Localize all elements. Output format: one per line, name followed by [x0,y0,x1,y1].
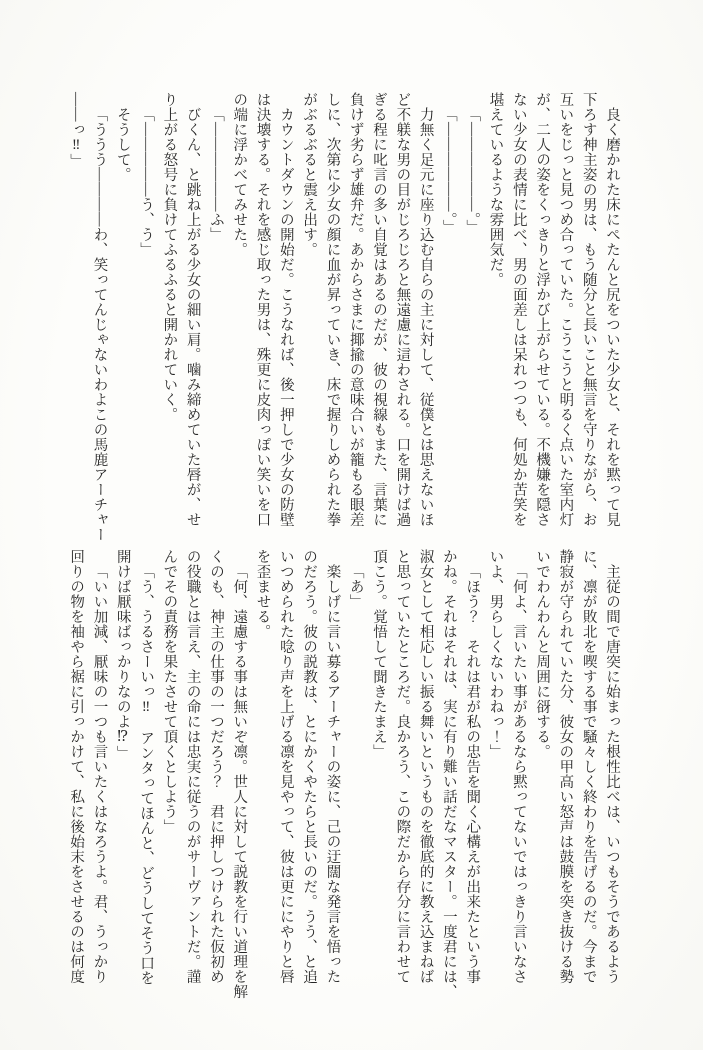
text-line: 良く磨かれた床にぺたんと尻をついた少女と、それを黙って見 [604,106,620,527]
text-line: くのも、神主の仕事の一つだろう？ 君に押しつけられた仮初め [207,549,224,984]
text-line: ぎる程に叱言の多い自覚はあるのだが、彼の視線もまた、言葉に [371,92,388,527]
text-line: 互いをじっと見つめ合っていた。こうこうと明るく点いた室内灯 [557,92,574,527]
text-line: ど不躾な男の目がじろじろと無遠慮に這わされる。口を開けば過 [394,92,411,527]
text-line: 負けず劣らず雄弁だ。あからさまに揶揄の意味合いが籠もる眼差 [347,92,364,527]
text-line: そうして。 [114,106,131,182]
text-line: 楽しげに言い募るアーチャーの姿に、己の迂闊な発言を悟った [324,563,341,984]
text-line: は決壊する。それを感じ取った男は、殊更に皮肉っぽい笑いを口 [254,92,271,527]
text-line: ――っ‼」 [68,92,85,169]
text-line: の役職とは言え、主の命には忠実に従うのがサーヴァントだ。謹 [184,549,201,984]
novel-text-bottom-section [64,549,623,1019]
text-line: のだろう。彼の説教は、とにかくやたらと長いのだ。うう、と追 [301,549,318,984]
text-line: んでその責務を果たさせて頂くとしよう」 [161,549,178,834]
text-line: 静寂が守られていた分、彼女の甲高い怒声は鼓膜を突き抜ける勢 [557,549,574,984]
text-line: 力無く足元に座り込む自らの主に対して、従僕とは思えないほ [417,106,434,527]
text-line: 「ううう――――わ、笑ってんじゃないわよこの馬鹿アーチャー [91,106,108,542]
text-line: が、二人の姿をくっきりと浮かび上がらせている。不機嫌を隠さ [534,92,551,527]
text-line: 「――――――。」 [440,106,457,235]
text-line: 「いい加減、厭味の一つも言いたくはなろうよ。君、うっかり [91,563,108,984]
text-line: に、凛が敗北を喫する事で騒々しく終わりを告げるのだ。今まで [580,549,597,984]
text-line: 「―――――う、う」 [138,106,155,257]
text-line: 「う、うるさーいっ‼ アンタってほんと、どうしてそう口を [138,563,155,985]
text-line: しに、次第に少女の顔に血が昇っていき、床で握りしめられた拳 [324,92,341,527]
text-line: いでわんわんと周囲に谺する。 [534,549,551,759]
text-line: 淑女として相応しい振る舞いというものを徹底的に教え込まねば [417,549,434,984]
text-line: びくん、と跳ね上がる少女の細い肩。噛み締めていた唇が、せ [184,106,201,527]
text-line: 堪えているような雰囲気だ。 [487,92,504,287]
text-line: がぶるぶると震え出す。 [301,92,318,257]
text-line: かね。それはそれは、実に有り難い話だなマスター。一度君には、 [440,549,457,999]
text-line: いつめられた唸り声を上げる凛を見やって、彼は更ににやりと唇 [277,549,294,984]
text-line: ない少女の表情に比べ、男の面差しは呆れつつも、何処か苦笑を [510,92,527,527]
text-line: 主従の間で唐突に始まった根性比べは、いつもそうであるよう [604,563,620,984]
text-line: の端に浮かべてみせた。 [231,92,248,257]
text-line: 回りの物を袖やら裾に引っかけて、私に後始末をさせるのは何度 [68,549,85,984]
text-line: り上がる怒号に負けてふるふると開かれていく。 [161,92,178,422]
text-line: 下ろす神主姿の男は、もう随分と長いこと無言を守りながら、お [580,92,597,527]
text-line: 「あ」 [347,563,364,609]
text-line: 「何、遠慮する事は無いぞ凛。世人に対して説教を行い道理を解 [231,563,248,999]
text-line: カウントダウンの開始だ。こうなれば、後一押しで少女の防壁 [277,106,294,527]
text-line: 開けば厭味ばっかりなのよ⁉」 [114,549,131,761]
text-line: いよ、男らしくないわねっ！」 [487,549,504,759]
text-line: を歪ませる。 [254,549,271,639]
text-line: と思っていたところだ。良かろう、この際だから存分に言わせて [394,549,411,984]
text-line: 「何よ、言いたい事があるなら黙ってないではっきり言いなさ [510,563,527,984]
novel-text-top-section [64,92,623,544]
text-line: 「――――――ふ」 [207,106,224,242]
text-line: 「ほう？ それは君が私の忠告を聞く心構えが出来たという事 [464,563,481,984]
text-line: 頂こう。覚悟して聞きたまえ」 [371,549,388,759]
text-line: 「――――――。」 [464,106,481,235]
